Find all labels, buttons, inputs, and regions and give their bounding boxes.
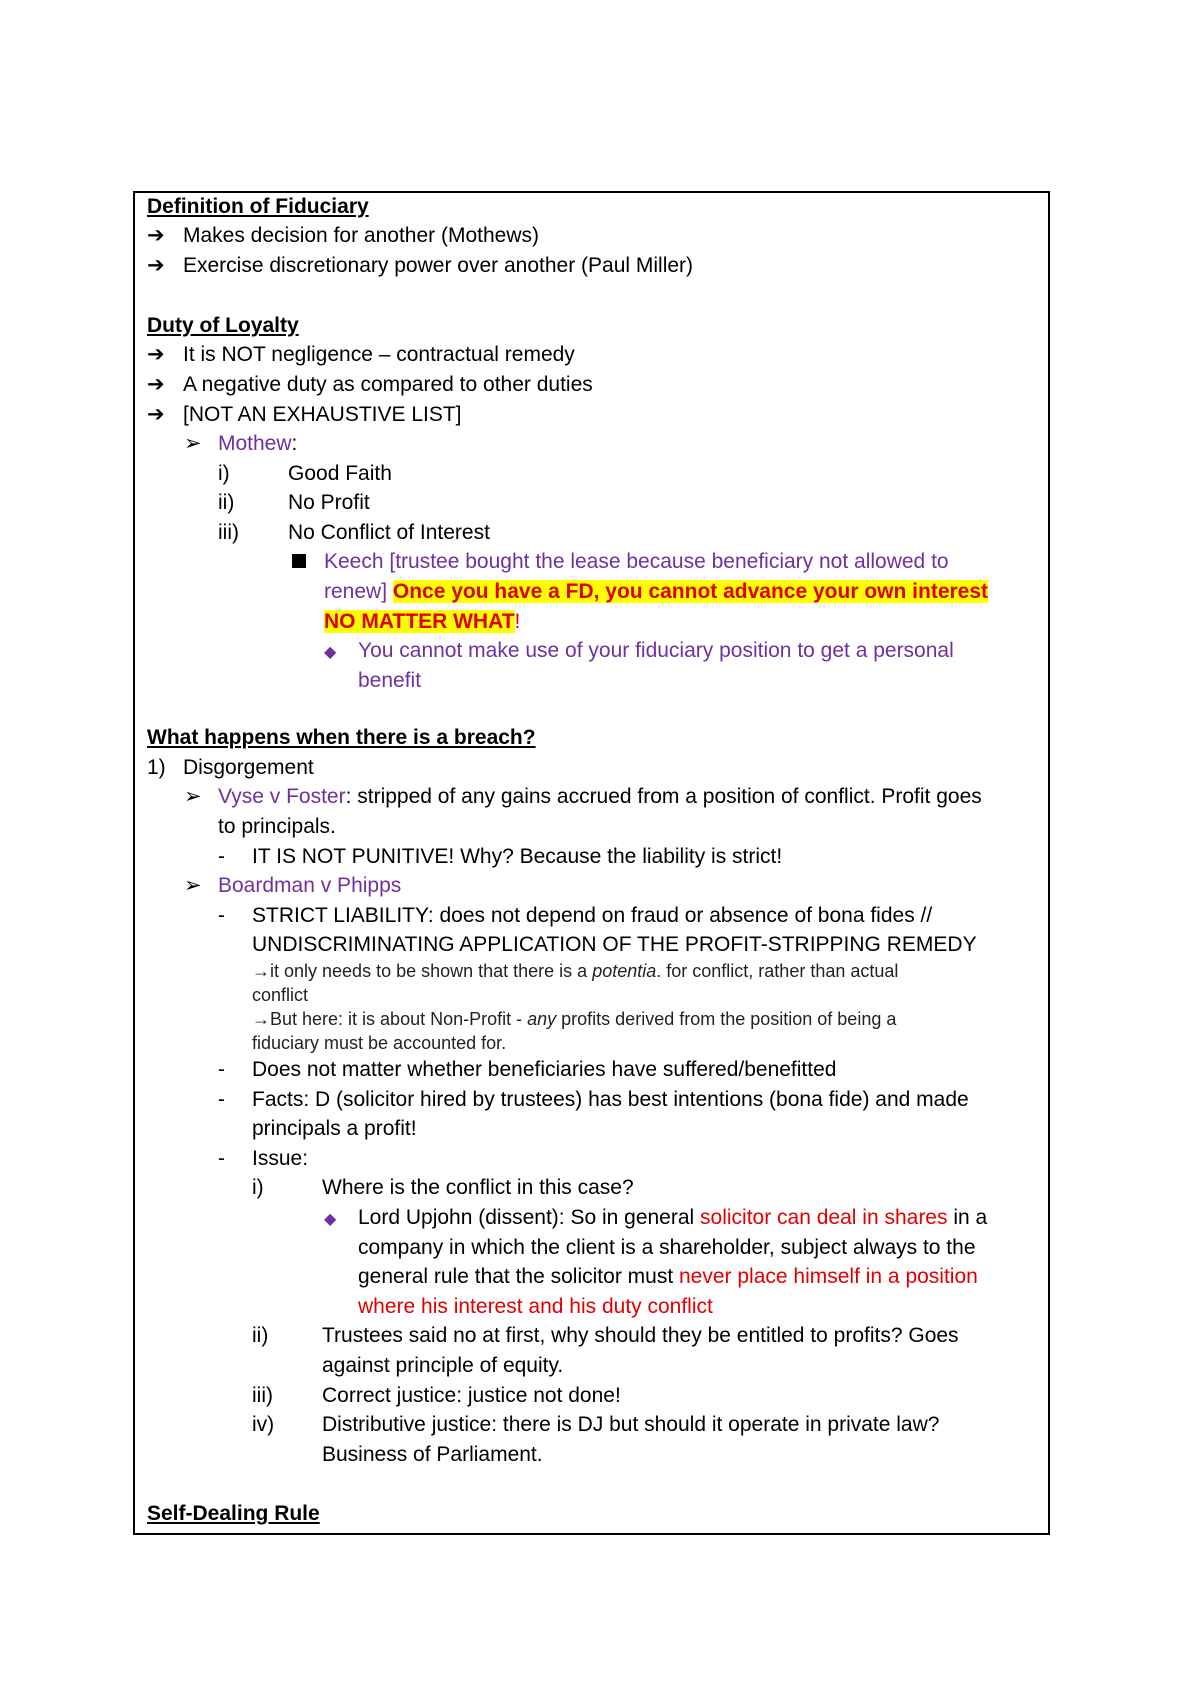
arrow-icon: ➔ <box>147 373 165 396</box>
arrow-icon: ➔ <box>147 343 165 366</box>
keech-line: renew] Once you have a FD, you cannot advance your own interest <box>324 580 989 603</box>
diamond-icon: ◆ <box>324 644 337 661</box>
boardman-item: ➢ Boardman v Phipps <box>184 872 401 900</box>
chevron-icon: ➢ <box>184 874 202 897</box>
upjohn-item: ◆ Lord Upjohn (dissent): So in general solicitor can deal in shares in a <box>324 1204 987 1234</box>
numbered-item-cont: against principle of equity. <box>322 1354 564 1377</box>
dash-item: - Facts: D (solicitor hired by trustees) has best intentions (bona fide) and made <box>218 1088 969 1111</box>
chevron-icon: ➢ <box>184 785 202 808</box>
keech-line: NO MATTER WHAT! <box>324 610 521 633</box>
numbered-item: ii) Trustees said no at first, why should they be entitled to profits? Goes <box>252 1324 959 1347</box>
upjohn-cont: company in which the client is a shareholder, subject always to the <box>358 1236 976 1259</box>
notes-box <box>133 191 1050 1535</box>
list-item: ➔ It is NOT negligence – contractual remedy <box>147 341 575 369</box>
numbered-item: iv) Distributive justice: there is DJ but should it operate in private law? <box>252 1413 940 1436</box>
numbered-item-cont: Business of Parliament. <box>322 1443 543 1466</box>
heading-breach: What happens when there is a breach? <box>147 726 536 749</box>
numbered-item: iii) Correct justice: justice not done! <box>252 1384 621 1407</box>
list-item: ➔ [NOT AN EXHAUSTIVE LIST] <box>147 401 462 429</box>
numbered-item: iii) No Conflict of Interest <box>218 521 490 544</box>
mothew-item: ➢ Mothew: <box>184 430 297 458</box>
numbered-item: 1) Disgorgement <box>147 756 314 779</box>
note-line: conflict <box>252 985 309 1005</box>
arrow-icon: ➔ <box>147 254 165 277</box>
note-line: fiduciary must be accounted for. <box>252 1033 507 1053</box>
arrow-icon: ➔ <box>147 403 165 426</box>
numbered-item: i) Good Faith <box>218 462 392 485</box>
dash-item-cont: UNDISCRIMINATING APPLICATION OF THE PROFIT-STRIPPING REMEDY <box>252 933 977 956</box>
upjohn-cont: general rule that the solicitor must never place himself in a position <box>358 1265 978 1288</box>
dash-item: - Issue: <box>218 1147 309 1170</box>
keech-item: Keech [trustee bought the lease because beneficiary not allowed to <box>292 548 949 576</box>
dash-item: - STRICT LIABILITY: does not depend on fraud or absence of bona fides // <box>218 904 933 927</box>
note-line: →it only needs to be shown that there is a potentia. for conflict, rather than actual <box>252 961 899 981</box>
numbered-item: ii) No Profit <box>218 491 370 514</box>
vyse-cont: to principals. <box>218 815 336 838</box>
chevron-icon: ➢ <box>184 432 202 455</box>
sub-item-cont: benefit <box>358 669 422 692</box>
square-bullet-icon <box>292 554 306 568</box>
list-item: ➔ Makes decision for another (Mothews) <box>147 222 539 250</box>
numbered-item: i) Where is the conflict in this case? <box>252 1176 634 1199</box>
note-line: →But here: it is about Non-Profit - any profits derived from the position of being a <box>252 1009 897 1029</box>
heading-loyalty: Duty of Loyalty <box>147 314 299 337</box>
highlight: Once you have a FD, you cannot advance your own interest <box>392 580 989 603</box>
highlight: NO MATTER WHAT <box>324 610 515 633</box>
upjohn-cont: where his interest and his duty conflict <box>358 1295 713 1318</box>
heading-self-dealing: Self-Dealing Rule <box>147 1502 320 1525</box>
sub-item: ◆ You cannot make use of your fiduciary position to get a personal <box>324 637 954 667</box>
list-item: ➔ Exercise discretionary power over another (Paul Miller) <box>147 252 693 280</box>
dash-item-cont: principals a profit! <box>252 1117 417 1140</box>
heading-definition: Definition of Fiduciary <box>147 195 369 218</box>
dash-item: - Does not matter whether beneficiaries have suffered/benefitted <box>218 1058 837 1081</box>
list-item: ➔ A negative duty as compared to other duties <box>147 371 593 399</box>
diamond-icon: ◆ <box>324 1211 337 1228</box>
dash-item: - IT IS NOT PUNITIVE! Why? Because the liability is strict! <box>218 845 783 868</box>
arrow-icon: ➔ <box>147 224 165 247</box>
vyse-item: ➢ Vyse v Foster: stripped of any gains accrued from a position of conflict. Profit goes <box>184 783 982 811</box>
